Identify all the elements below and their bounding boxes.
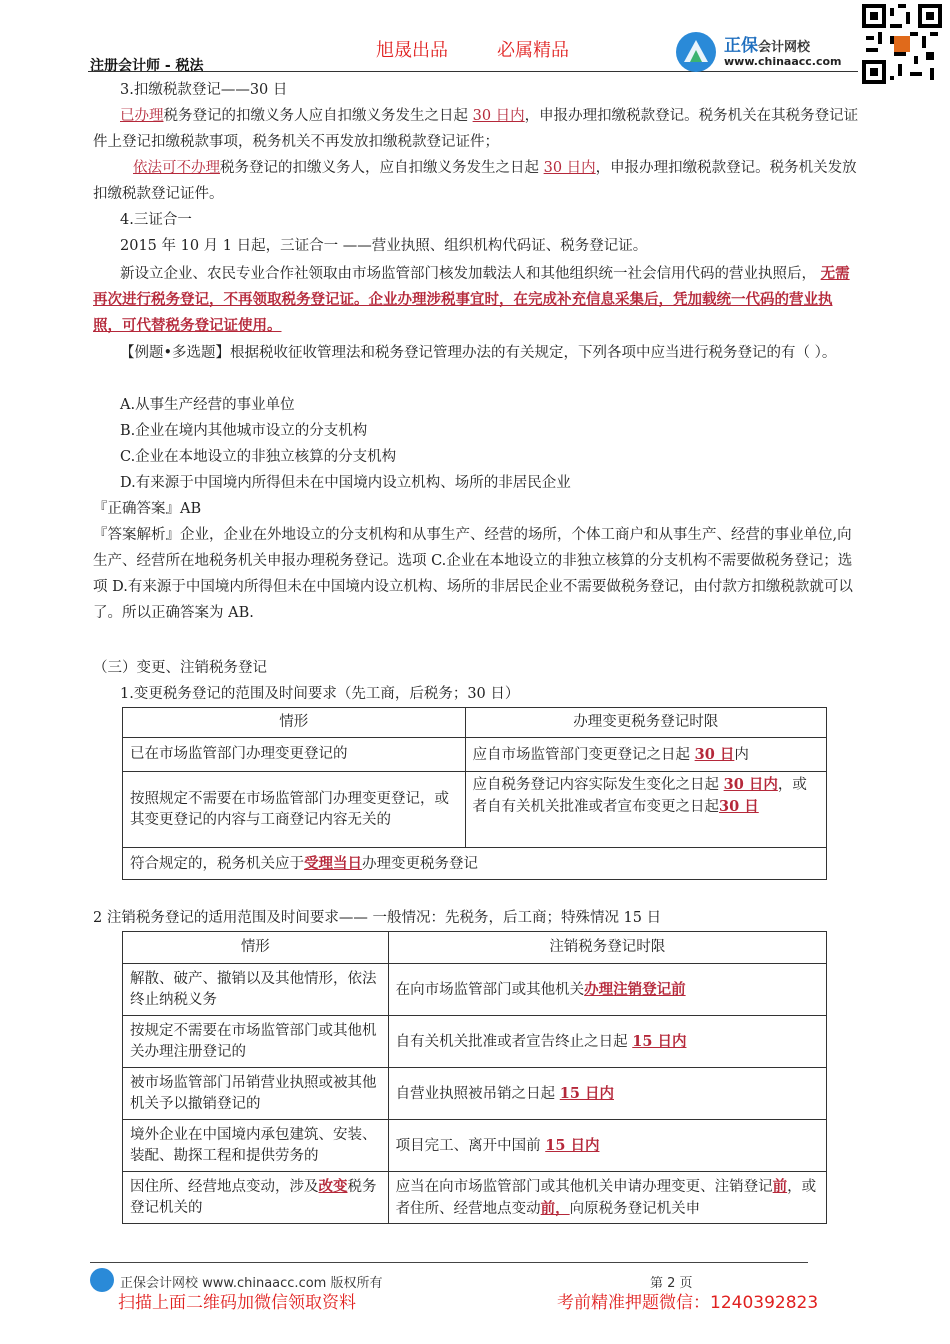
table-row: [123, 964, 827, 1016]
promo-wechat-text: 考前精准押题微信：1240392823: [557, 1293, 819, 1313]
example-question: 【例题•多选题】根据税收征收管理法和税务登记管理办法的有关规定，下列各项中应当进行税务登记的有（ ）。: [120, 345, 837, 361]
paragraph-three-in-one: 新设立企业、农民专业合作社领取由市场监管部门核发加载法人和其他组织统一社会信用代码的营业执照后， 无需再次进行税务登记，不再领取税务登记证。企业办理涉税事宜时，在完成补充信息采集后，凭加载统一代码的营业执照，可代替税务登记证使用。: [93, 265, 850, 334]
example-analysis: 『答案解析』企业，企业在外地设立的分支机构和从事生产、经营的场所，个体工商户和从事生产、经营的事业单位,向生产、经营所在地税务机关申报办理税务登记。选项 C.企业在本地设立的非独立核算的分支机构不需要做税务登记；选项 D.有来源于中国境内所得但未在中国境内设立机构、场所的非居民企业不需要做税务登记，由付款方扣缴税款就可以了。所以正确答案为 AB.: [93, 527, 853, 621]
table-cell: 应自税务登记内容实际发生变化之日起 30 日内，或者自有关机关批准或者宣布变更之日起30 日: [465, 772, 827, 848]
example-option-b: B.企业在境内其他城市设立的分支机构: [120, 423, 368, 439]
table-header-cell: 情形: [123, 708, 466, 738]
footer-logo-icon: [90, 1268, 114, 1292]
table-cancel-registration: [122, 931, 827, 1224]
table-cell: 因住所、经营地点变动，涉及改变税务登记机关的: [123, 1172, 389, 1224]
logo-mark-icon: [676, 32, 716, 72]
table-row: [123, 1172, 827, 1224]
example-option-a: A.从事生产经营的事业单位: [120, 397, 295, 413]
table-cell: 被市场监管部门吊销营业执照或被其他机关予以撤销登记的: [123, 1068, 389, 1120]
table-cell: 自营业执照被吊销之日起 15 日内: [388, 1068, 826, 1120]
promo-qr-text: 扫描上面二维码加微信领取资料: [118, 1293, 356, 1313]
table-row: [123, 1068, 827, 1120]
section-heading-withholding: 3.扣缴税款登记——30 日: [120, 82, 288, 98]
table-cell: 在向市场监管部门或其他机关办理注销登记前: [388, 964, 826, 1016]
table-cell: 境外企业在中国境内承包建筑、安装、装配、勘探工程和提供劳务的: [123, 1120, 389, 1172]
example-answer: 『正确答案』AB: [93, 501, 202, 517]
table-change-registration: [122, 707, 827, 880]
table-header-cell: 办理变更税务登记时限: [465, 708, 827, 738]
subheading-cancel: 2 注销税务登记的适用范围及时间要求—— 一般情况：先税务，后工商；特殊情况 15 日: [93, 910, 662, 926]
table-cell: 符合规定的，税务机关应于受理当日办理变更税务登记: [123, 848, 827, 880]
table-row: [123, 772, 827, 848]
table-row: [123, 848, 827, 880]
table-cell: 按规定不需要在市场监管部门或其他机关办理注册登记的: [123, 1016, 389, 1068]
logo-url: www.chinaacc.com: [724, 55, 842, 68]
brand-logo: [676, 30, 861, 74]
table-cell: 应当在向市场监管部门或其他机关申请办理变更、注销登记前，或者住所、经营地点变动前，向原税务登记机关申: [388, 1172, 826, 1224]
example-option-c: C.企业在本地设立的非独立核算的分支机构: [120, 449, 397, 465]
table-header-cell: 情形: [123, 932, 389, 964]
footer-divider: [90, 1262, 808, 1263]
table-row: [123, 1016, 827, 1068]
logo-name: 正保会计网校: [724, 36, 811, 56]
course-title: 注册会计师 - 税法: [90, 58, 204, 74]
section-heading-three-in-one: 4.三证合一: [120, 212, 192, 228]
table-cell: 已在市场监管部门办理变更登记的: [123, 738, 466, 772]
paragraph-withholding-unregistered: 依法可不办理税务登记的扣缴义务人，应自扣缴义务发生之日起 30 日内，申报办理扣缴税款登记。税务机关发放扣缴税款登记证件。: [93, 160, 857, 202]
header-slogan-1: 旭晟出品: [376, 40, 448, 61]
table-header-row: [123, 708, 827, 738]
three-in-one-date: 2015 年 10 月 1 日起，三证合一 ——营业执照、组织机构代码证、税务登记证。: [120, 238, 648, 254]
table-header-row: [123, 932, 827, 964]
table-cell: 自有关机关批准或者宣告终止之日起 15 日内: [388, 1016, 826, 1068]
table-header-cell: 注销税务登记时限: [388, 932, 826, 964]
qr-code-icon: [862, 4, 942, 84]
subheading-change: 1.变更税务登记的范围及时间要求（先工商，后税务；30 日）: [120, 686, 520, 702]
table-cell: 解散、破产、撤销以及其他情形，依法终止纳税义务: [123, 964, 389, 1016]
table-cell: 项目完工、离开中国前 15 日内: [388, 1120, 826, 1172]
header-slogan-2: 必属精品: [497, 40, 569, 61]
table-cell: 按照规定不需要在市场监管部门办理变更登记，或其变更登记的内容与工商登记内容无关的: [123, 772, 466, 848]
example-option-d: D.有来源于中国境内所得但未在中国境内设立机构、场所的非居民企业: [120, 475, 571, 491]
section-heading-change-cancel: （三）变更、注销税务登记: [93, 660, 267, 676]
footer-copyright: 正保会计网校 www.chinaacc.com 版权所有: [120, 1276, 383, 1291]
page-number: 第 2 页: [650, 1276, 693, 1291]
paragraph-withholding-registered: 已办理税务登记的扣缴义务人应自扣缴义务发生之日起 30 日内，申报办理扣缴税款登记。税务机关在其税务登记证件上登记扣缴税款事项，税务机关不再发放扣缴税款登记证件；: [93, 108, 859, 150]
table-cell: 应自市场监管部门变更登记之日起 30 日内: [465, 738, 827, 772]
table-row: [123, 738, 827, 772]
table-row: [123, 1120, 827, 1172]
